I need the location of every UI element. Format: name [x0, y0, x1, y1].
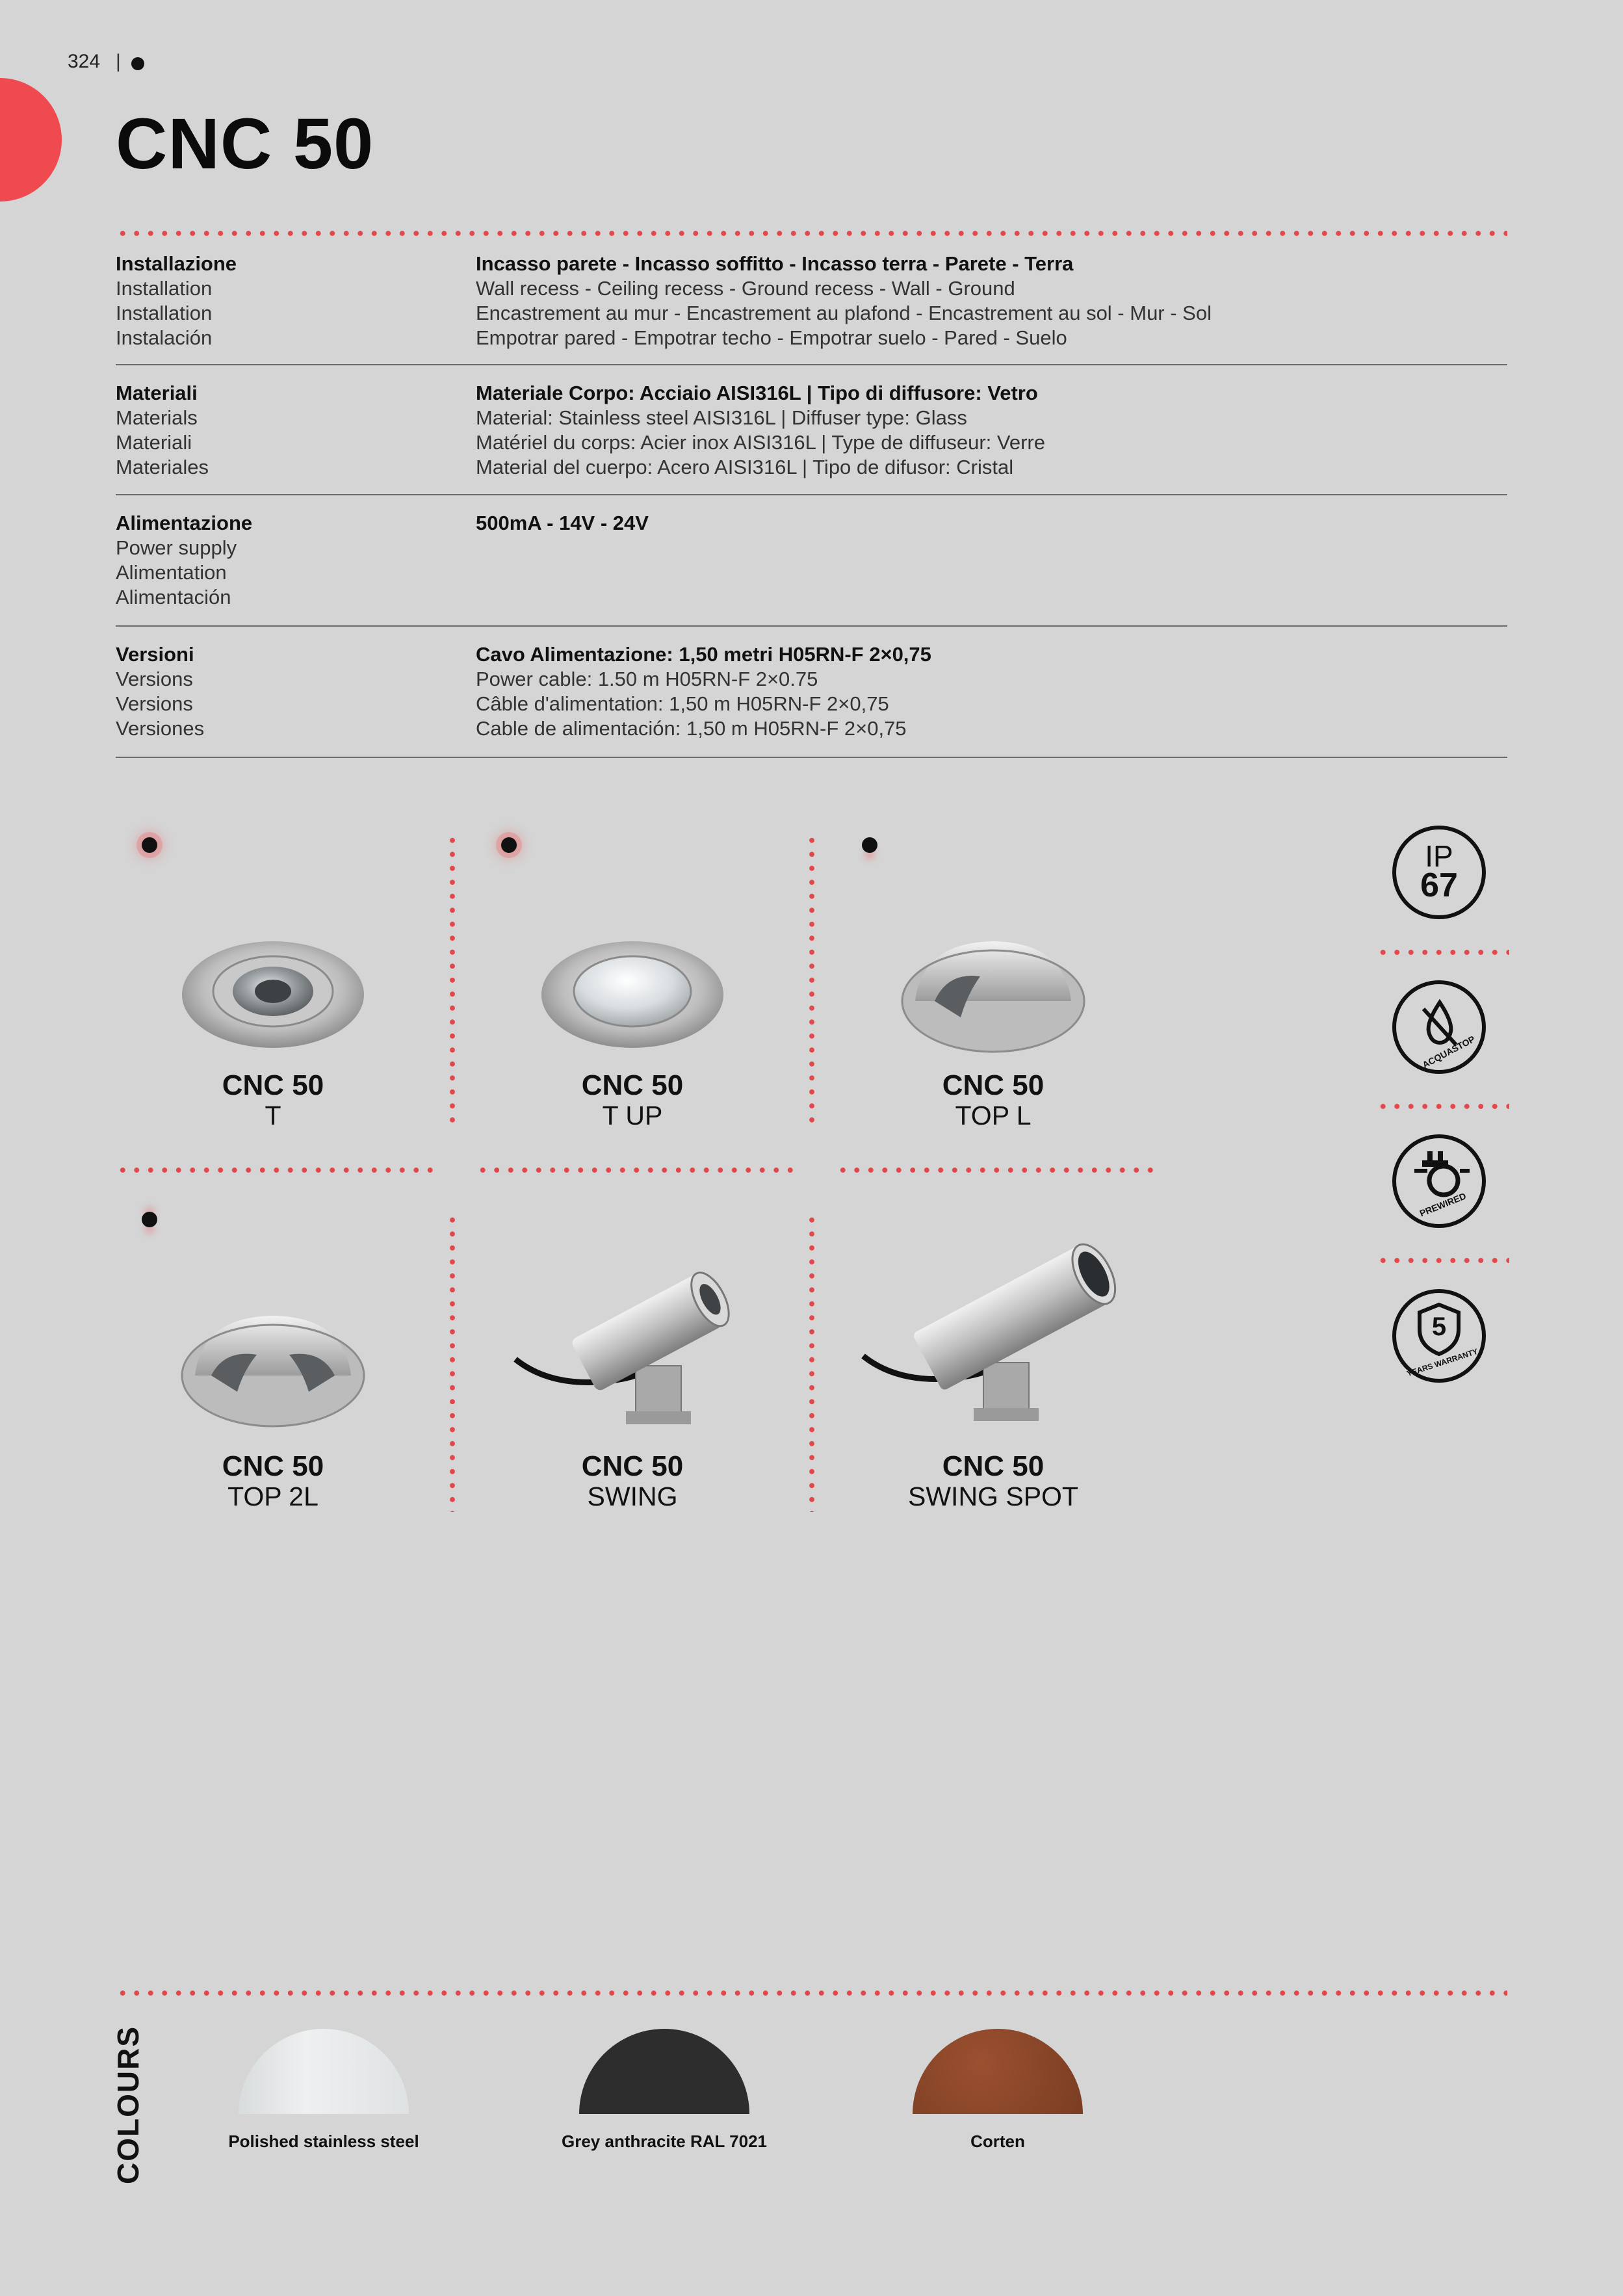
product-variant: SWING — [587, 1481, 678, 1511]
spec-label: Versions — [116, 668, 193, 690]
grid-divider-vertical — [809, 1213, 814, 1512]
spec-label: Power supply — [116, 536, 237, 559]
page-title: CNC 50 — [116, 104, 374, 184]
grid-divider-vertical — [450, 833, 455, 1126]
colour-swatch-stainless — [239, 2029, 409, 2114]
colour-swatch-corten — [913, 2029, 1083, 2114]
spec-value: Empotrar pared - Empotrar techo - Empotrar suelo - Pared - Suelo — [476, 326, 1067, 349]
spec-label: Instalación — [116, 326, 213, 349]
spec-value: Câble d'alimentation: 1,50 m H05RN-F 2×0,75 — [476, 692, 889, 715]
ip-label: IP — [1425, 839, 1453, 873]
product-card[interactable] — [457, 819, 808, 1183]
recessed-glow-icon — [501, 837, 517, 853]
spec-label: Alimentation — [116, 561, 227, 584]
spec-label: Versions — [116, 692, 193, 715]
warranty-badge — [1392, 1289, 1486, 1383]
spec-label: Materiales — [116, 456, 209, 478]
dual-beam-icon — [142, 1212, 157, 1227]
product-name: CNC 50 — [942, 1450, 1045, 1482]
product-name: CNC 50 — [581, 1450, 684, 1482]
colour-label: Corten — [970, 2132, 1025, 2151]
badge-divider — [1376, 950, 1509, 955]
spec-value: Encastrement au mur - Encastrement au plafond - Encastrement au sol - Mur - Sol — [476, 302, 1212, 324]
grid-divider-vertical — [809, 833, 814, 1126]
product-card[interactable] — [457, 1200, 808, 1564]
recessed-glow-icon — [142, 837, 157, 853]
dotted-divider — [116, 1990, 1507, 1996]
spec-row-power-supply — [116, 495, 1507, 627]
product-card[interactable] — [97, 1200, 448, 1564]
page-separator: | — [116, 51, 121, 72]
warranty-years: 5 — [1431, 1312, 1447, 1341]
spec-labels — [116, 252, 454, 350]
colour-label: Grey anthracite RAL 7021 — [562, 2132, 767, 2151]
spec-values — [476, 511, 1503, 536]
spec-label: Installation — [116, 302, 213, 324]
spec-label: Materiali — [116, 431, 192, 454]
spec-label: Materials — [116, 406, 198, 429]
spec-row-installation — [116, 236, 1507, 365]
product-variant: T UP — [602, 1101, 663, 1130]
spec-value: Incasso parete - Incasso soffitto - Incasso terra - Parete - Terra — [476, 252, 1074, 275]
page-number: 324 — [68, 51, 101, 72]
spec-label: Alimentación — [116, 586, 231, 608]
ip-rating: 67 — [1420, 867, 1458, 904]
spec-label: Alimentazione — [116, 512, 253, 534]
badge-divider — [1376, 1104, 1509, 1109]
product-variant: SWING SPOT — [908, 1481, 1078, 1511]
spec-value: Cable de alimentación: 1,50 m H05RN-F 2×0,75 — [476, 717, 907, 740]
badge-divider — [1376, 1258, 1509, 1263]
colour-label: Polished stainless steel — [228, 2132, 419, 2151]
spec-row-versions — [116, 627, 1507, 758]
spec-labels — [116, 642, 454, 741]
grid-divider-vertical — [450, 1213, 455, 1512]
product-image-cnc50-t — [175, 930, 370, 1060]
product-card[interactable] — [818, 1200, 1169, 1564]
spec-table — [116, 236, 1507, 758]
spec-value: Wall recess - Ceiling recess - Ground recess - Wall - Ground — [476, 277, 1015, 300]
acquastop-label: ACQUASTOP — [1420, 1033, 1477, 1071]
spec-value: 500mA - 14V - 24V — [476, 512, 649, 534]
spec-value: Power cable: 1.50 m H05RN-F 2×0.75 — [476, 668, 818, 690]
spec-value: Material del cuerpo: Acero AISI316L | Tipo de difusor: Cristal — [476, 456, 1014, 478]
product-image-cnc50-t-up — [535, 930, 730, 1060]
spec-value: Matériel du corps: Acier inox AISI316L | Type de diffuseur: Verre — [476, 431, 1045, 454]
spec-value: Materiale Corpo: Acciaio AISI316L | Tipo di diffusore: Vetro — [476, 382, 1038, 404]
prewired-label: PREWIRED — [1418, 1190, 1468, 1219]
ip67-badge — [1392, 826, 1486, 919]
product-card[interactable] — [97, 819, 448, 1183]
spec-values — [476, 642, 1503, 741]
spec-values — [476, 252, 1503, 350]
product-name: CNC 50 — [942, 1069, 1045, 1101]
section-marker-circle — [0, 78, 62, 202]
spec-row-materials — [116, 365, 1507, 495]
product-name: CNC 50 — [222, 1069, 324, 1101]
prewired-badge — [1392, 1134, 1486, 1228]
product-image-cnc50-swing-spot — [857, 1220, 1136, 1434]
spec-label: Materiali — [116, 382, 198, 404]
dotted-divider — [116, 231, 1507, 236]
section-dot-icon — [131, 57, 144, 70]
downlight-beam-icon — [862, 837, 877, 853]
spec-values — [476, 381, 1503, 480]
spec-labels — [116, 511, 454, 610]
spec-label: Installazione — [116, 252, 237, 275]
product-variant: TOP L — [955, 1101, 1032, 1130]
product-variant: TOP 2L — [227, 1481, 318, 1511]
product-image-cnc50-top-l — [896, 923, 1091, 1060]
spec-label: Versiones — [116, 717, 205, 740]
spec-value: Material: Stainless steel AISI316L | Diffuser type: Glass — [476, 406, 967, 429]
product-image-cnc50-top-2l — [175, 1298, 370, 1434]
product-name: CNC 50 — [222, 1450, 324, 1482]
product-image-cnc50-swing — [502, 1246, 762, 1434]
acquastop-badge — [1392, 980, 1486, 1074]
spec-labels — [116, 381, 454, 480]
product-card[interactable] — [818, 819, 1169, 1183]
spec-label: Installation — [116, 277, 213, 300]
spec-value: Cavo Alimentazione: 1,50 metri H05RN-F 2×0,75 — [476, 643, 931, 666]
product-variant: T — [265, 1101, 281, 1130]
colours-heading: COLOURS — [111, 2026, 145, 2184]
product-name: CNC 50 — [581, 1069, 684, 1101]
colour-swatch-anthracite — [579, 2029, 749, 2114]
spec-label: Versioni — [116, 643, 194, 666]
warranty-label: YEARS WARRANTY — [1405, 1346, 1479, 1379]
